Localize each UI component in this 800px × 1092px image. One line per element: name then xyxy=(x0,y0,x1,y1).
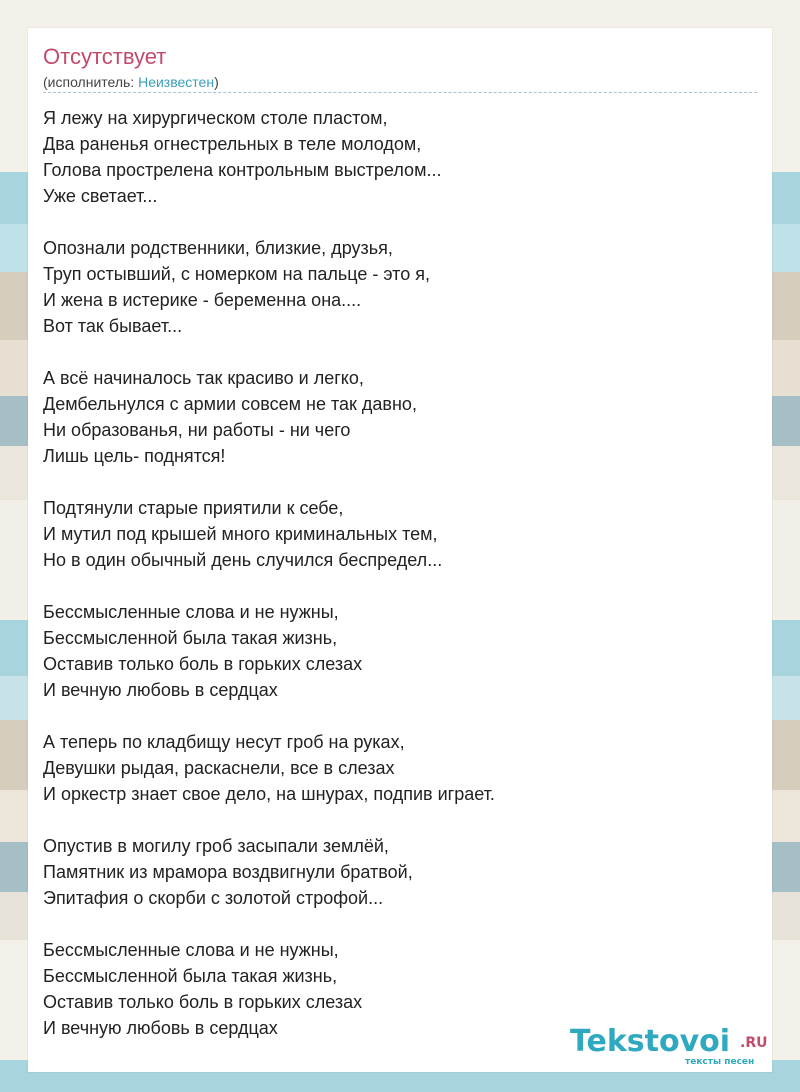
site-logo[interactable] xyxy=(570,1023,772,1069)
lyric-line: А теперь по кладбищу несут гроб на руках, xyxy=(43,732,405,752)
lyric-line: Дембельнулся с армии совсем не так давно, xyxy=(43,394,417,414)
lyric-line: Эпитафия о скорби с золотой строфой... xyxy=(43,888,384,908)
artist-link[interactable]: Неизвестен xyxy=(138,74,215,90)
lyric-line: Бессмысленной была такая жизнь, xyxy=(43,628,338,648)
lyric-line: Оставив только боль в горьких слезах xyxy=(43,992,363,1012)
lyrics-stanza xyxy=(43,235,757,339)
lyric-line: Подтянули старые приятили к себе, xyxy=(43,498,344,518)
logo-domain: .RU xyxy=(740,1035,768,1051)
lyric-line: И вечную любовь в сердцах xyxy=(43,680,278,700)
lyric-line: Бессмысленные слова и не нужны, xyxy=(43,940,339,960)
lyric-line: Лишь цель- поднятся! xyxy=(43,446,226,466)
song-title: Отсутствует xyxy=(43,44,167,69)
logo-tagline: тексты песен xyxy=(685,1057,755,1067)
lyric-line: Я лежу на хирургическом столе пластом, xyxy=(43,108,388,128)
title-divider xyxy=(43,92,757,93)
lyric-line: Вот так бывает... xyxy=(43,316,183,336)
lyrics-stanza xyxy=(43,599,757,703)
lyric-line: И жена в истерике - беременна она.... xyxy=(43,290,362,310)
lyric-line: Голова прострелена контрольным выстрелом... xyxy=(43,160,442,180)
lyrics-stanza xyxy=(43,365,757,469)
lyrics-card xyxy=(28,28,772,1072)
lyric-line: А всё начиналось так красиво и легко, xyxy=(43,368,364,388)
logo-wordmark: Tekstovoi xyxy=(570,1024,731,1059)
lyric-line: Бессмысленной была такая жизнь, xyxy=(43,966,338,986)
lyrics-stanza xyxy=(43,833,757,911)
performer-prefix: (исполнитель: xyxy=(43,74,139,90)
lyric-line: Ни образованья, ни работы - ни чего xyxy=(43,420,351,440)
lyric-line: И оркестр знает свое дело, на шнурах, подпив играет. xyxy=(43,784,495,804)
lyric-line: Опознали родственники, близкие, друзья, xyxy=(43,238,393,258)
lyric-line: Девушки рыдая, раскаснели, все в слезах xyxy=(43,758,395,778)
lyrics-stanza xyxy=(43,105,757,209)
lyric-line: Труп остывший, с номерком на пальце - это я, xyxy=(43,264,430,284)
performer-line xyxy=(43,73,219,91)
lyric-line: Но в один обычный день случился беспредел... xyxy=(43,550,443,570)
lyric-line: Памятник из мрамора воздвигнули братвой, xyxy=(43,862,413,882)
lyrics-stanza xyxy=(43,729,757,807)
lyric-line: Оставив только боль в горьких слезах xyxy=(43,654,363,674)
lyric-line: И вечную любовь в сердцах xyxy=(43,1018,278,1038)
lyric-line: И мутил под крышей много криминальных тем, xyxy=(43,524,438,544)
lyrics-body xyxy=(43,105,757,1067)
lyrics-stanza xyxy=(43,495,757,573)
lyric-line: Два раненья огнестрельных в теле молодом, xyxy=(43,134,422,154)
performer-suffix: ) xyxy=(214,74,219,90)
lyric-line: Бессмысленные слова и не нужны, xyxy=(43,602,339,622)
lyric-line: Опустив в могилу гроб засыпали землёй, xyxy=(43,836,389,856)
lyric-line: Уже светает... xyxy=(43,186,158,206)
